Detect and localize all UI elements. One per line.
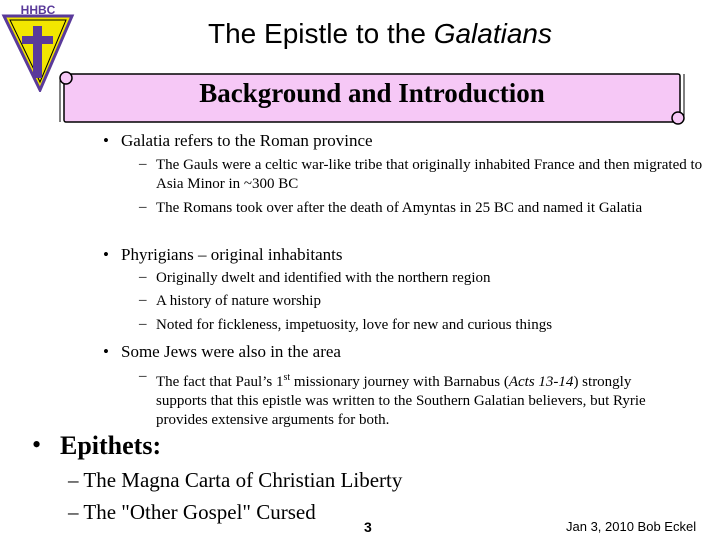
- section-bullet: Galatia refers to the Roman province: [121, 131, 373, 150]
- slide-title: [0, 18, 720, 50]
- section-bullet: Some Jews were also in the area: [121, 342, 341, 361]
- sub-item-acts: The fact that Paul’s 1st missionary journey with Barnabus (Acts 13-14) strongly supports that this epistle was written to the Southern Galatian believers, but Ryrie provides extensive arguments for both.: [156, 372, 646, 428]
- dash: –: [139, 156, 147, 172]
- bullet-dot: •: [103, 342, 109, 361]
- bullet-dot: •: [103, 131, 109, 150]
- title-italic: Galatians: [433, 18, 552, 49]
- sub-item: Noted for fickleness, impetuosity, love for new and curious things: [156, 317, 553, 333]
- footer-date: Jan 3, 2010 Bob Eckel: [566, 519, 697, 534]
- dash: –: [139, 316, 147, 332]
- epithet-item: – The Magna Carta of Christian Liberty: [68, 468, 403, 492]
- dash: –: [139, 269, 147, 285]
- epithets-heading: Epithets:: [60, 431, 162, 460]
- sub-item: The Gauls were a celtic war-like tribe that originally inhabited France and then migrated to Asia Minor in ~300 BC: [156, 157, 703, 192]
- page-number: 3: [364, 519, 372, 535]
- epithet-item: – The "Other Gospel" Cursed: [68, 500, 316, 524]
- logo-text: HHBC: [20, 3, 56, 17]
- sub-item: The Romans took over after the death of Amyntas in 25 BC and named it Galatia: [156, 200, 643, 216]
- sub-item: A history of nature worship: [156, 293, 321, 309]
- banner-title: Background and Introduction: [199, 78, 545, 108]
- bullet-dot: •: [103, 245, 109, 264]
- sub-item: Originally dwelt and identified with the northern region: [156, 270, 491, 286]
- title-prefix: The Epistle to the: [208, 18, 434, 49]
- dash: –: [139, 199, 147, 215]
- section-bullet: Phyrigians – original inhabitants: [121, 245, 343, 264]
- dash: –: [139, 292, 147, 308]
- bullet-dot: •: [32, 430, 42, 459]
- dash: –: [139, 368, 147, 384]
